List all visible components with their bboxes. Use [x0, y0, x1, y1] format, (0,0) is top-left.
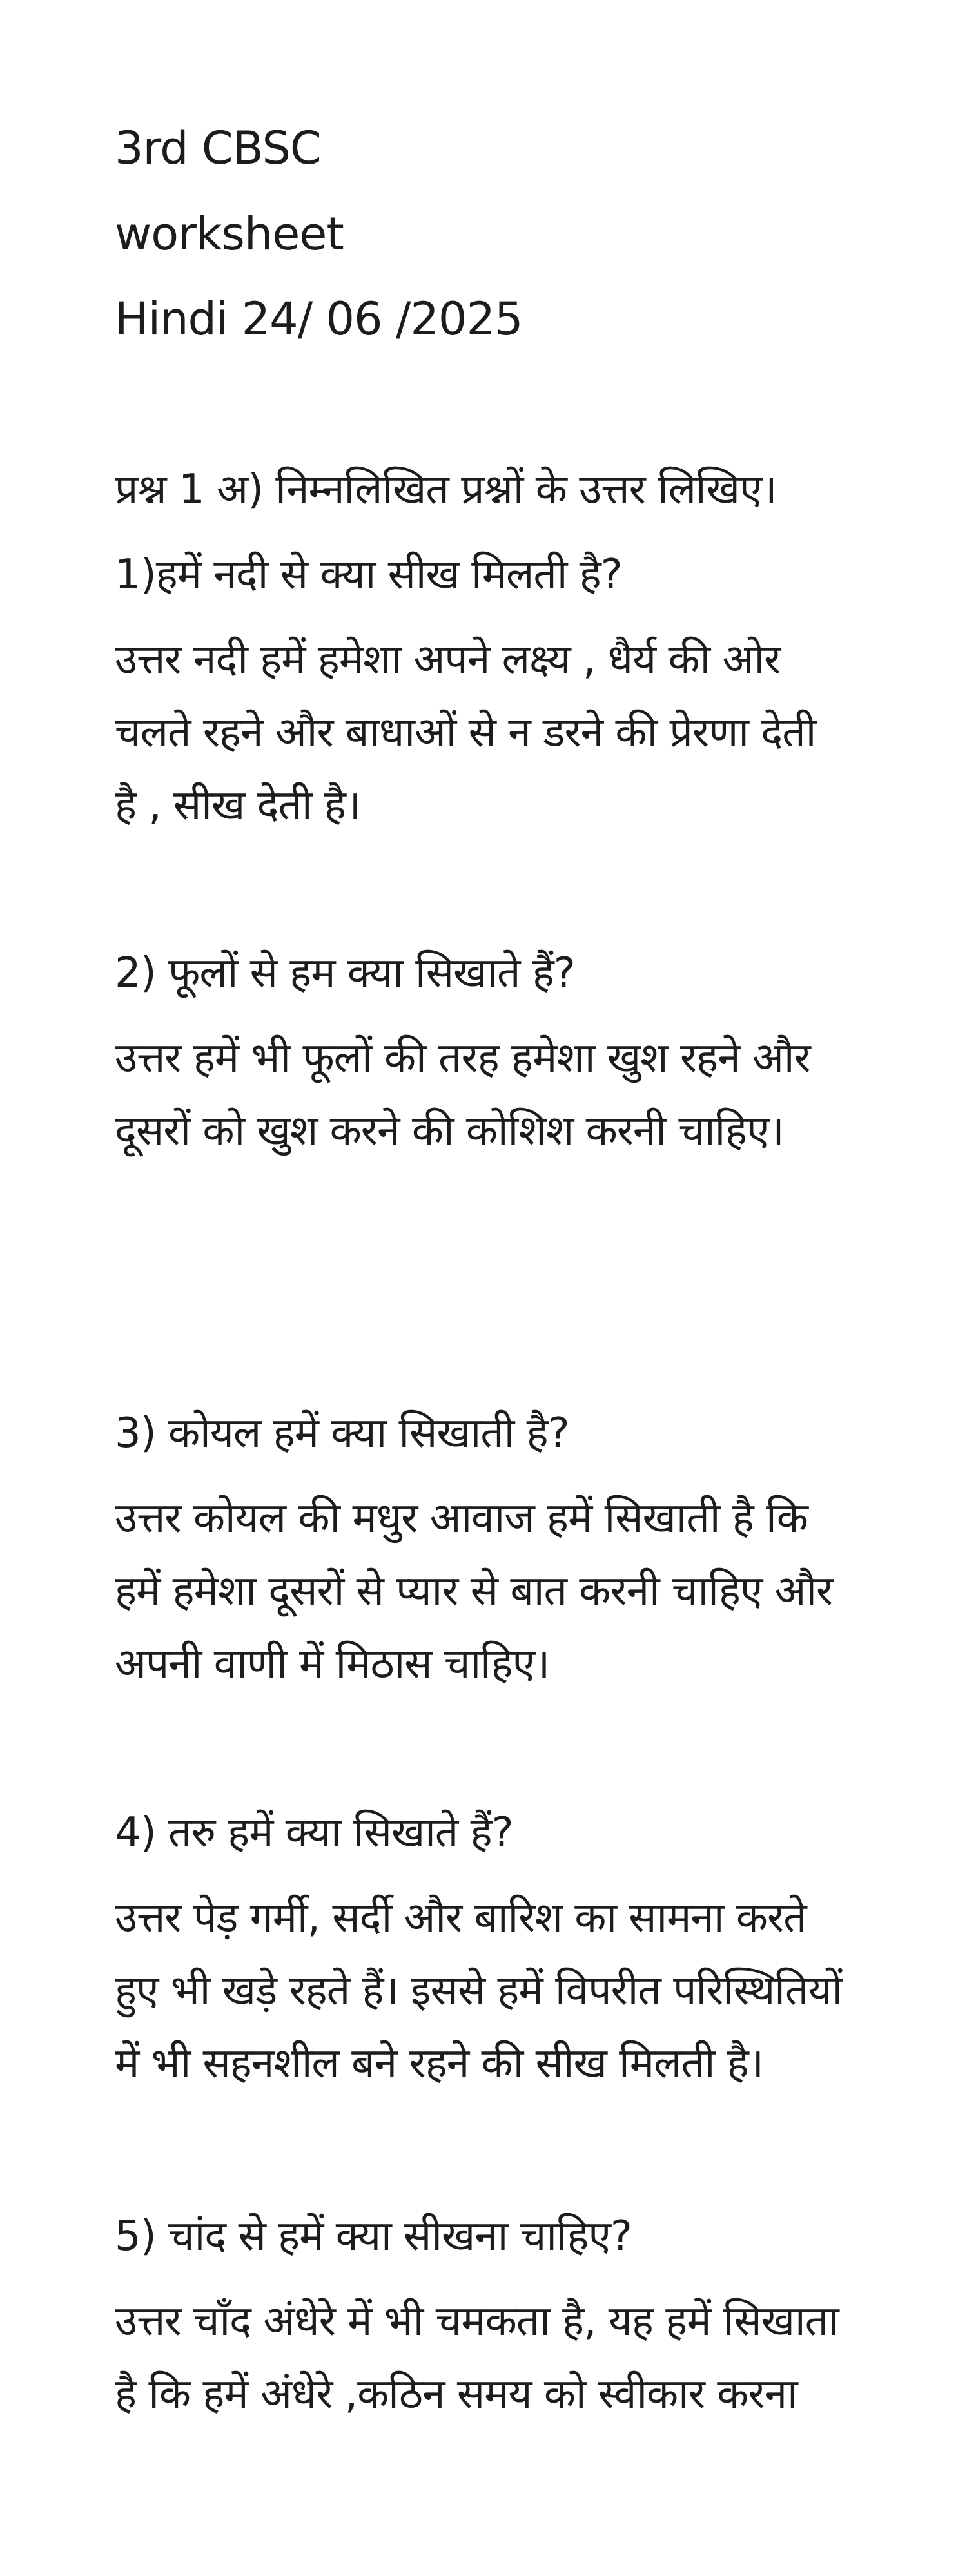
answer-4-line-1: उत्तर पेड़ गर्मी, सर्दी और बारिश का सामना करते [115, 1894, 806, 1942]
answer-3-line-1: उत्तर कोयल की मधुर आवाज हमें सिखाती है कि [115, 1495, 808, 1542]
answer-1-line-1: उत्तर नदी हमें हमेशा अपने लक्ष्य , धैर्य की ओर [115, 636, 781, 684]
subject-date: Hindi 24/ 06 /2025 [115, 293, 523, 345]
answer-2-line-1: उत्तर हमें भी फूलों की तरह हमेशा खुश रहने और [115, 1034, 810, 1082]
answer-5-line-1: उत्तर चाँद अंधेरे में भी चमकता है, यह हमें सिखाता [115, 2298, 839, 2345]
question-2: 2) फूलों से हम क्या सिखाते हैं? [115, 949, 575, 997]
question-1: 1)हमें नदी से क्या सीख मिलती है? [115, 551, 622, 599]
question-5: 5) चांद से हमें क्या सीखना चाहिए? [115, 2213, 632, 2260]
answer-4-line-3: में भी सहनशील बने रहने की सीख मिलती है। [115, 2040, 764, 2087]
section-heading: प्रश्न 1 अ) निम्नलिखित प्रश्नों के उत्तर लिखिए। [115, 466, 777, 514]
question-3: 3) कोयल हमें क्या सिखाती है? [115, 1409, 569, 1457]
class-label: 3rd CBSC [115, 122, 321, 175]
answer-2-line-2: दूसरों को खुश करने की कोशिश करनी चाहिए। [115, 1107, 784, 1155]
answer-4-line-2: हुए भी खड़े रहते हैं। इससे हमें विपरीत परिस्थितियों [115, 1967, 843, 2015]
answer-1-line-3: है , सीख देती है। [115, 782, 361, 829]
answer-3-line-2: हमें हमेशा दूसरों से प्यार से बात करनी चाहिए और [115, 1567, 833, 1615]
question-4: 4) तरु हमें क्या सिखाते हैं? [115, 1809, 513, 1857]
answer-5-line-2: है कि हमें अंधेरे ,कठिन समय को स्वीकार करना [115, 2370, 797, 2418]
worksheet-label: worksheet [115, 208, 344, 260]
answer-1-line-2: चलते रहने और बाधाओं से न डरने की प्रेरणा देती [115, 709, 816, 757]
answer-3-line-3: अपनी वाणी में मिठास चाहिए। [115, 1640, 550, 1688]
